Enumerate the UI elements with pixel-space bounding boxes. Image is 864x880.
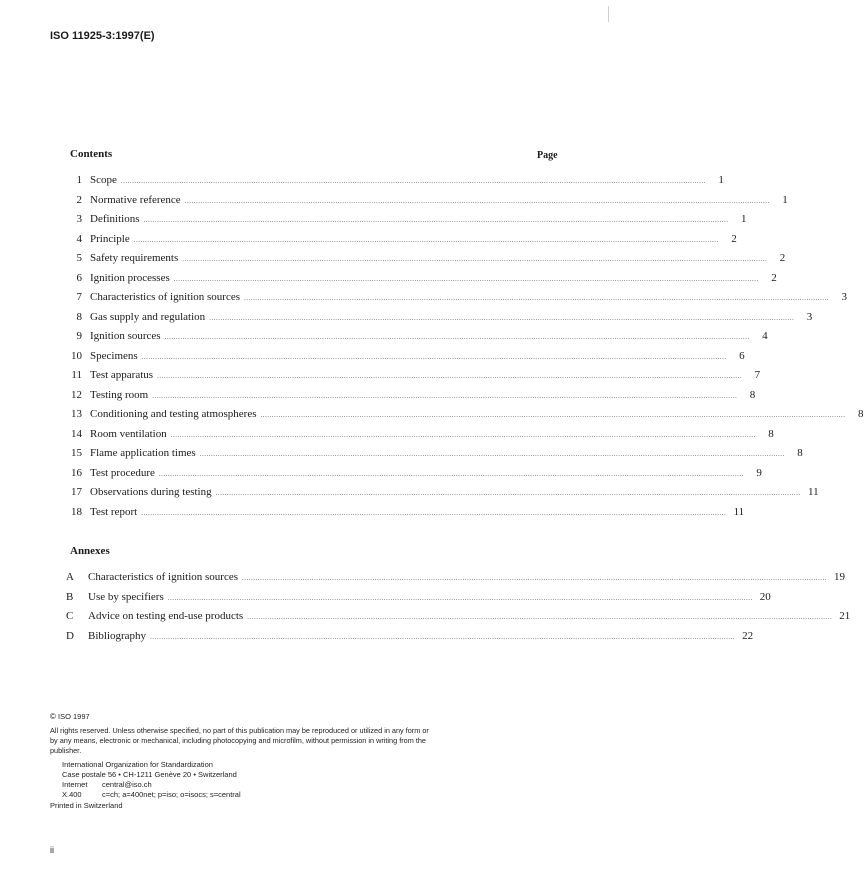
toc-leader-dots: .................................................................................................................................................................................................................................................................... xyxy=(184,196,770,205)
toc-leader-dots: .................................................................................................................................................................................................................................................................... xyxy=(244,294,829,302)
scan-edge-mark xyxy=(608,6,609,22)
annex-entry xyxy=(66,629,754,644)
toc-entry-page: 11 xyxy=(808,486,819,498)
toc-entry-title: Test apparatus xyxy=(90,369,154,381)
toc-entry-page: 8 xyxy=(858,408,864,420)
toc-entry xyxy=(60,271,777,286)
toc-entry-number: 1 xyxy=(76,174,82,186)
toc-entry-page: 1 xyxy=(741,213,747,225)
toc-entry xyxy=(60,427,774,442)
toc-entry-page: 4 xyxy=(762,330,768,342)
annex-entry xyxy=(66,590,771,605)
annex-title: Characteristics of ignition sources xyxy=(88,571,238,583)
annex-letter: B xyxy=(66,590,74,603)
printed-in: Printed in Switzerland xyxy=(50,801,123,810)
toc-entry xyxy=(60,330,768,344)
toc-entry-page: 3 xyxy=(806,310,813,323)
toc-entry-number: 11 xyxy=(71,369,82,381)
annex-entry xyxy=(66,571,845,585)
document-header: ISO 11925-3:1997(E) xyxy=(50,30,155,42)
x400-label: X.400 xyxy=(62,790,82,799)
internet-value: central@iso.ch xyxy=(102,780,152,789)
toc-leader-dots: .................................................................................................................................................................................................................................................................... xyxy=(260,411,846,419)
annex-letter: D xyxy=(66,629,74,642)
annex-letter: A xyxy=(66,571,74,583)
annex-page: 19 xyxy=(834,571,845,583)
toc-leader-dots: .................................................................................................................................................................................................................................................................... xyxy=(152,391,738,400)
toc-entry-number: 5 xyxy=(76,252,82,264)
annex-leader-dots: .................................................................................................................................................................................................................................................................... xyxy=(242,574,827,582)
toc-entry-number: 7 xyxy=(76,291,82,303)
toc-entry-page: 6 xyxy=(739,349,745,362)
toc-entry-title: Characteristics of ignition sources xyxy=(90,291,240,303)
toc-entry xyxy=(60,174,724,188)
toc-entry xyxy=(60,466,762,481)
toc-entry-number: 18 xyxy=(71,505,82,518)
toc-leader-dots: .................................................................................................................................................................................................................................................................... xyxy=(173,274,759,283)
copyright-symbol: © xyxy=(50,712,56,721)
toc-entry-number: 15 xyxy=(71,447,82,459)
toc-entry xyxy=(60,310,813,325)
toc-entry-page: 7 xyxy=(754,369,761,381)
toc-entry-title: Principle xyxy=(90,232,130,245)
toc-entry-number: 12 xyxy=(71,388,82,401)
toc-entry-title: Conditioning and testing atmospheres xyxy=(90,408,257,420)
toc-leader-dots: .................................................................................................................................................................................................................................................................... xyxy=(157,372,743,380)
toc-entry-title: Ignition sources xyxy=(90,330,161,342)
toc-leader-dots: .................................................................................................................................................................................................................................................................... xyxy=(209,313,795,322)
annex-letter: C xyxy=(66,610,74,622)
toc-entry xyxy=(60,232,737,247)
toc-entry xyxy=(60,408,864,422)
toc-leader-dots: .................................................................................................................................................................................................................................................................... xyxy=(215,489,801,497)
toc-entry-page: 3 xyxy=(841,291,847,303)
contents-heading: Contents xyxy=(70,148,113,160)
toc-entry-page: 8 xyxy=(768,427,774,440)
annex-page: 22 xyxy=(742,629,754,642)
x400-contact xyxy=(62,790,241,800)
toc-entry-page: 2 xyxy=(771,271,777,284)
toc-leader-dots: .................................................................................................................................................................................................................................................................... xyxy=(120,177,706,185)
toc-leader-dots: .................................................................................................................................................................................................................................................................... xyxy=(141,508,727,517)
internet-label: Internet xyxy=(62,780,88,789)
toc-entry xyxy=(60,505,745,520)
toc-entry-title: Definitions xyxy=(90,213,140,225)
annex-title: Advice on testing end-use products xyxy=(88,610,244,622)
toc-entry-number: 10 xyxy=(71,349,82,362)
toc-leader-dots: .................................................................................................................................................................................................................................................................... xyxy=(158,469,744,478)
toc-entry-number: 16 xyxy=(71,466,82,479)
toc-entry xyxy=(60,349,745,364)
toc-leader-dots: .................................................................................................................................................................................................................................................................... xyxy=(133,235,719,244)
toc-leader-dots: .................................................................................................................................................................................................................................................................... xyxy=(143,216,729,224)
toc-entry-page: 2 xyxy=(779,252,786,264)
internet-contact xyxy=(62,780,152,790)
toc-entry xyxy=(60,369,761,383)
annex-page: 20 xyxy=(759,590,771,603)
toc-entry-number: 9 xyxy=(76,330,82,342)
toc-entry-title: Normative reference xyxy=(90,193,181,206)
organization-name: International Organization for Standardization xyxy=(62,760,213,769)
toc-entry-title: Test procedure xyxy=(90,466,155,479)
annex-title: Use by specifiers xyxy=(88,590,164,603)
toc-entry xyxy=(60,486,819,500)
toc-entry-page: 8 xyxy=(749,388,756,401)
toc-entry-page: 2 xyxy=(731,232,737,245)
annex-leader-dots: .................................................................................................................................................................................................................................................................... xyxy=(247,613,833,621)
toc-entry xyxy=(60,252,786,266)
toc-entry-title: Test report xyxy=(90,505,138,518)
toc-entry xyxy=(60,213,747,227)
annex-page: 21 xyxy=(839,610,851,622)
toc-entry-number: 6 xyxy=(76,271,82,284)
toc-entry-page: 1 xyxy=(782,193,788,206)
toc-entry xyxy=(60,388,756,403)
toc-entry-number: 2 xyxy=(76,193,82,206)
toc-entry-number: 14 xyxy=(71,427,82,440)
toc-entry-title: Observations during testing xyxy=(90,486,212,498)
annex-leader-dots: .................................................................................................................................................................................................................................................................... xyxy=(150,632,736,641)
toc-leader-dots: .................................................................................................................................................................................................................................................................... xyxy=(170,430,756,439)
toc-entry-number: 8 xyxy=(76,310,82,323)
toc-entry xyxy=(60,193,788,208)
toc-entry-title: Room ventilation xyxy=(90,427,167,440)
toc-entry-page: 9 xyxy=(756,466,762,479)
toc-entry-number: 3 xyxy=(76,213,82,225)
copyright-notice: ISO 1997 xyxy=(58,712,90,721)
toc-entry-title: Safety requirements xyxy=(90,252,179,264)
toc-leader-dots: .................................................................................................................................................................................................................................................................... xyxy=(199,450,785,458)
toc-leader-dots: .................................................................................................................................................................................................................................................................... xyxy=(164,333,750,341)
toc-entry-number: 17 xyxy=(71,486,82,498)
toc-entry xyxy=(60,291,847,305)
toc-entry-title: Specimens xyxy=(90,349,138,362)
toc-entry-number: 4 xyxy=(76,232,82,245)
page-folio: ii xyxy=(50,845,54,855)
page-column-label: Page xyxy=(537,150,558,161)
annex-leader-dots: .................................................................................................................................................................................................................................................................... xyxy=(167,593,753,602)
toc-entry-page: 1 xyxy=(718,174,724,186)
toc-leader-dots: .................................................................................................................................................................................................................................................................... xyxy=(182,255,768,263)
toc-entry-title: Scope xyxy=(90,174,117,186)
toc-entry-title: Testing room xyxy=(90,388,149,401)
toc-entry-number: 13 xyxy=(71,408,82,420)
toc-entry-page: 8 xyxy=(797,447,803,459)
toc-leader-dots: .................................................................................................................................................................................................................................................................... xyxy=(141,352,727,361)
toc-entry-title: Gas supply and regulation xyxy=(90,310,206,323)
copyright-line xyxy=(50,712,90,722)
toc-entry-title: Flame application times xyxy=(90,447,196,459)
toc-entry-title: Ignition processes xyxy=(90,271,170,284)
toc-entry xyxy=(60,447,803,461)
organization-address: Case postale 56 • CH-1211 Genève 20 • Switzerland xyxy=(62,770,237,779)
annex-title: Bibliography xyxy=(88,629,147,642)
rights-statement: All rights reserved. Unless otherwise specified, no part of this publication may be reproduced or utilized in any form or by any means, electronic or mechanical, including photocopying and microfilm, without permission in writing from the publisher. xyxy=(50,726,429,755)
toc-entry-page: 11 xyxy=(733,505,745,518)
x400-value: c=ch; a=400net; p=iso; o=isocs; s=central xyxy=(102,790,241,799)
annexes-heading: Annexes xyxy=(70,545,110,557)
annex-entry xyxy=(66,610,851,624)
